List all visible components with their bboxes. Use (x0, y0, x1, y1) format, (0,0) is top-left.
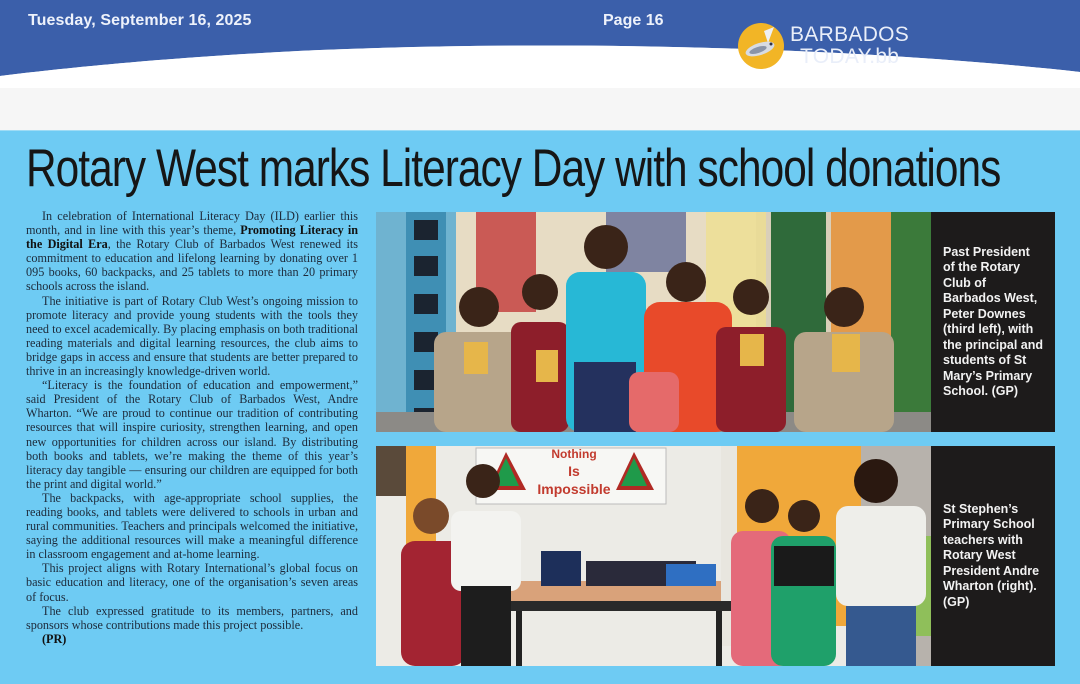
article-panel (0, 130, 1080, 684)
paragraph-2: The initiative is part of Rotary Club West’s ongoing mission to promote literacy and provide young students with the tools they need to excel academically. By placing emphasis on both traditional reading materials and digital learning resources, the club aims to bridge gaps in access and ensure that students are better prepared to thrive in an increasingly knowledge-driven world. (26, 293, 358, 379)
logo-line-1: BARBADOS (790, 23, 910, 46)
photo-caption-1 (931, 212, 1055, 432)
paragraph-1: In celebration of International Literacy Day (ILD) earlier this month, and in line with this year’s theme, Promoting Literacy in the Digital Era, the Rotary Club of Barbados West renewed its commitment to education and lifelong learning by donating over 1 095 books, 60 backpacks, and 25 tablets to more than 20 primary schools across the island. (26, 209, 358, 294)
paragraph-4: The backpacks, with age-appropriate school supplies, the reading books, and tablets were delivered to schools in urban and rural communities. Teachers and principals welcomed the initiative, saying the additional resources will make a meaningful difference in classroom engagement and at-home learning. (26, 490, 358, 562)
logo-line-2: TODAY.bb (800, 45, 900, 68)
newspaper-header (0, 0, 1080, 88)
group-photo-image (376, 212, 931, 432)
photo-st-stephens-primary[interactable] (376, 446, 931, 666)
svg-text:Nothing: Nothing (551, 447, 597, 461)
paragraph-5: This project aligns with Rotary International’s global focus on basic education and literacy, one of the organisation’s seven areas of focus. (26, 561, 358, 604)
paragraph-3: “Literacy is the foundation of education and empowerment,” said President of the Rotary Club of Barbados West, Andre Wharton. “We are proud to continue our tradition of contributing resources that will inspire curiosity, strengthen learning, and open new opportunities for children across our island. By distributing both books and tablets, we’re making the theme of this year’s literacy day tangible — ensuring our children are equipped for both the print and digital world.” (26, 378, 358, 491)
caption-text: Past President of the Rotary Club of Barbados West, Peter Downes (third left), with the principal and students of St Mary’s Primary School. (GP) (943, 244, 1044, 398)
article-body (26, 209, 358, 646)
photo-caption-2 (931, 446, 1055, 666)
article-headline: Rotary West marks Literacy Day with school donations (26, 139, 1001, 198)
press-release-credit: (PR) (42, 631, 67, 646)
flying-fish-logo-icon (738, 23, 784, 69)
donation-photo-image (376, 446, 931, 666)
issue-date: Tuesday, September 16, 2025 (28, 12, 252, 29)
theme-bold: Promoting Literacy in the Digital Era (26, 223, 358, 252)
barbados-today-logo[interactable] (738, 23, 909, 69)
svg-text:Is: Is (568, 463, 580, 479)
paragraph-6: The club expressed gratitude to its members, partners, and sponsors whose contributions made this project possible. (26, 603, 358, 632)
photo-st-marys-primary[interactable] (376, 212, 931, 432)
caption-text: St Stephen’s Primary School teachers with Rotary West President Andre Wharton (right). (GP) (943, 501, 1040, 609)
page-number: Page 16 (603, 12, 664, 29)
svg-text:Impossible: Impossible (537, 481, 611, 497)
